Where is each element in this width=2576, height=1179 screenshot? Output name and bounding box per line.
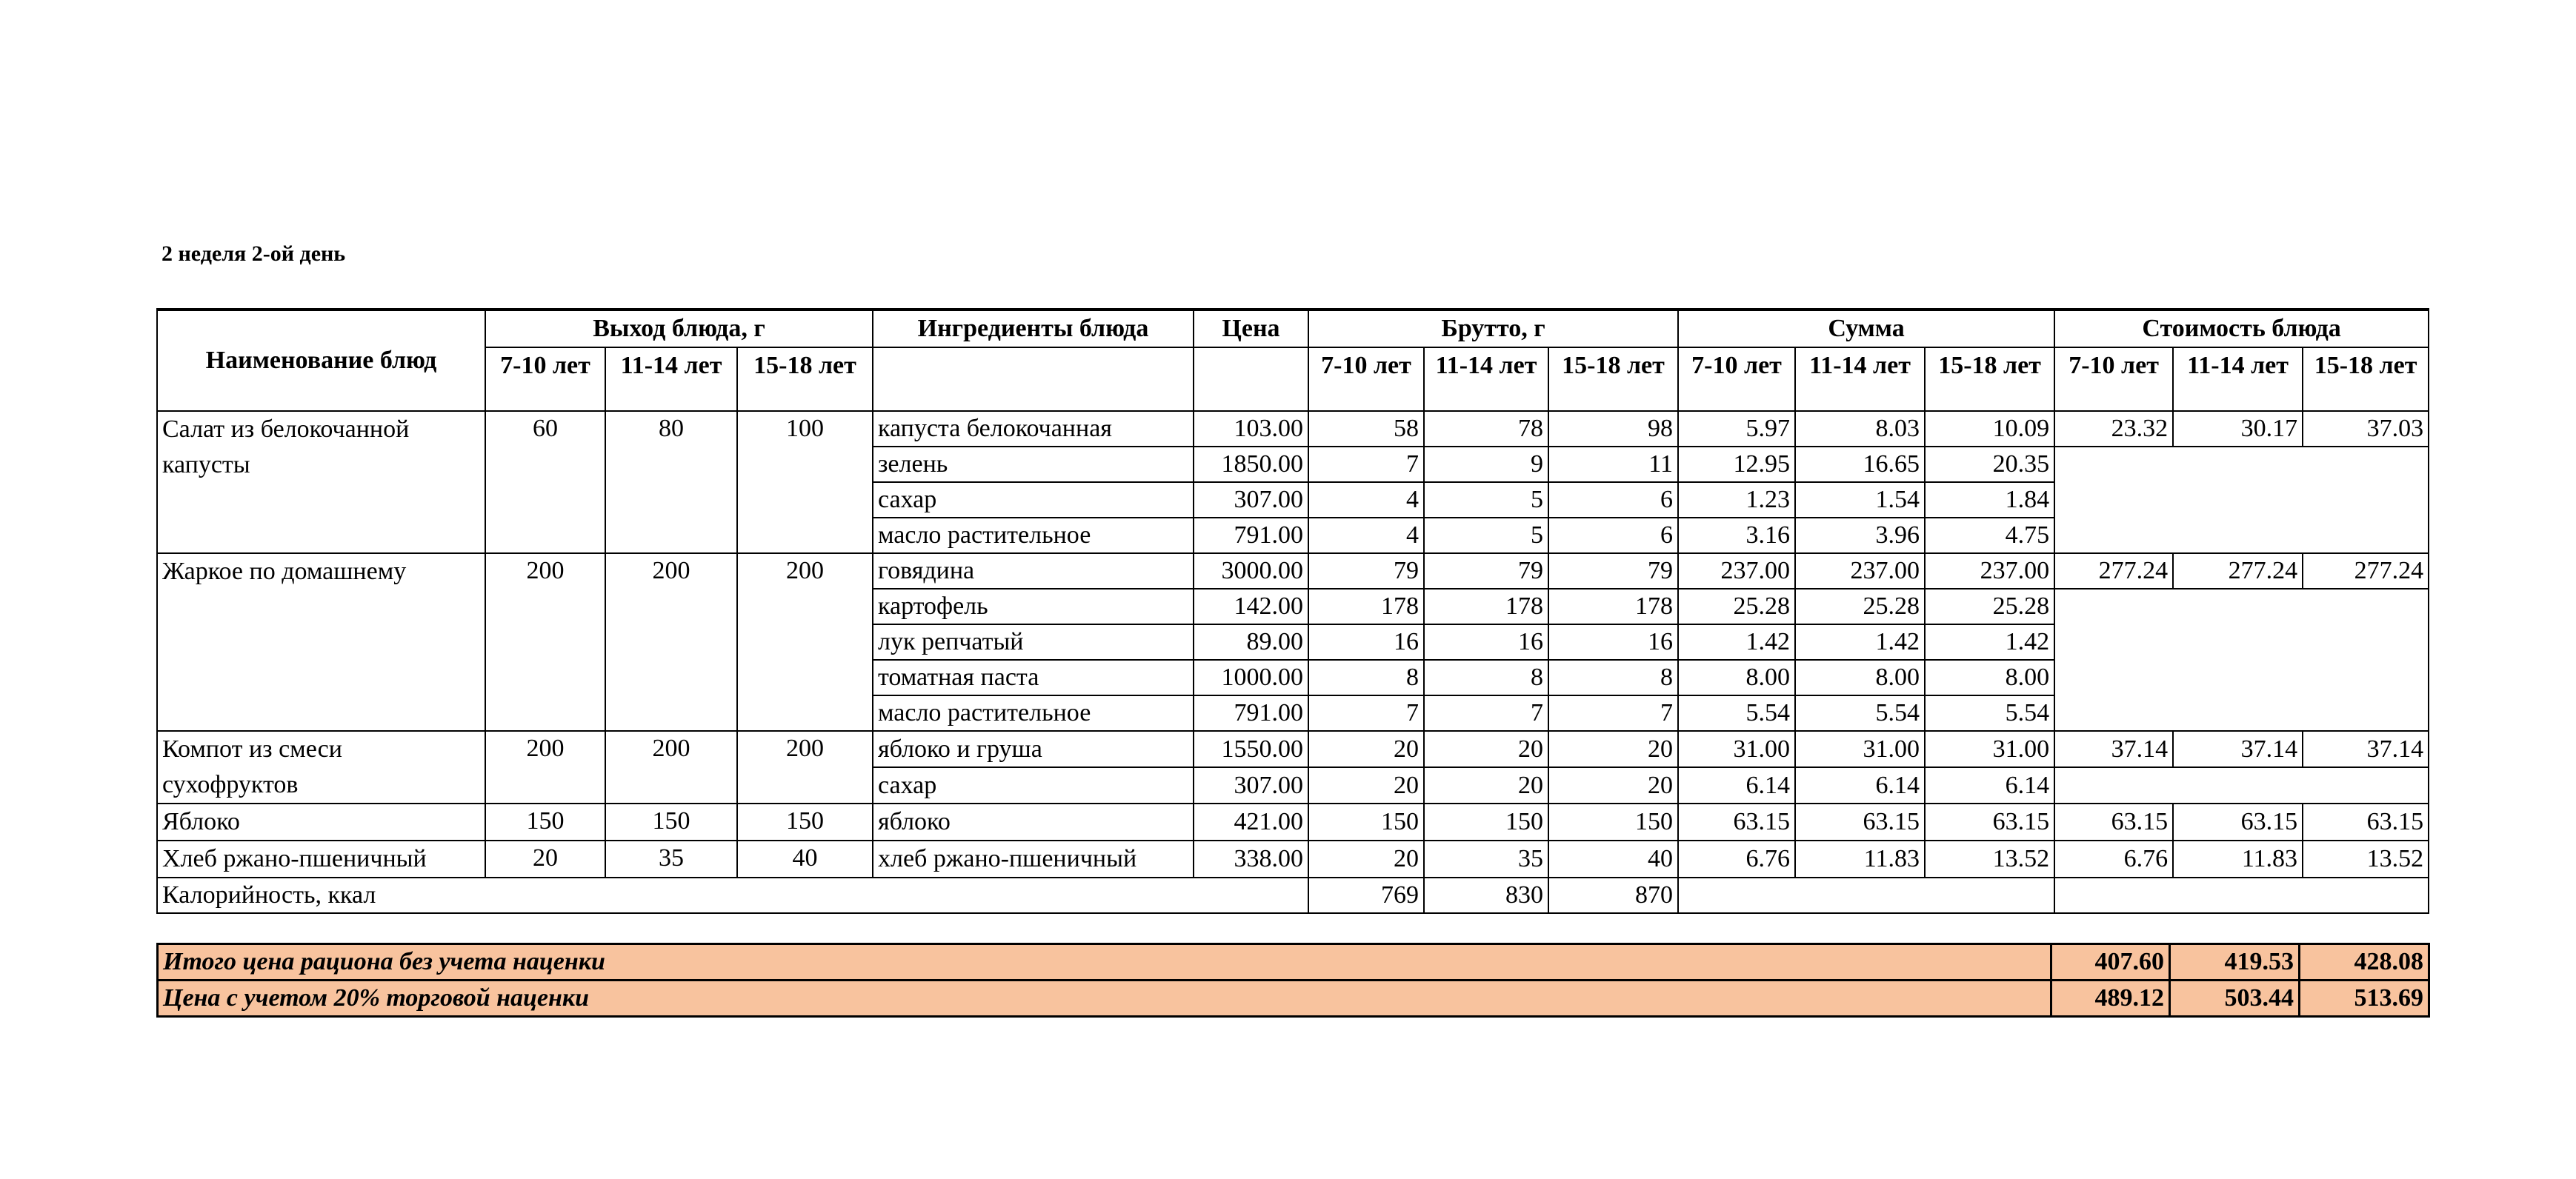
dish-yield: 200 <box>737 553 873 731</box>
dish-yield: 200 <box>605 731 737 804</box>
header-age: 15-18 лет <box>1925 347 2054 411</box>
ingredient-sum: 6.14 <box>1678 767 1795 804</box>
ingredient-sum: 63.15 <box>1795 804 1925 841</box>
ingredient-name: сахар <box>873 767 1194 804</box>
ingredient-brutto: 20 <box>1548 731 1678 767</box>
ingredient-brutto: 7 <box>1548 695 1678 731</box>
dish-cost: 277.24 <box>2173 553 2303 589</box>
ingredient-sum: 4.75 <box>1925 518 2054 553</box>
ingredient-brutto: 5 <box>1424 518 1548 553</box>
total-value: 407.60 <box>2051 944 2170 981</box>
ingredient-sum: 8.00 <box>1795 660 1925 695</box>
header-blank <box>1194 347 1308 411</box>
dish-yield: 20 <box>485 841 605 878</box>
menu-body <box>157 411 2429 878</box>
dish-cost: 30.17 <box>2173 411 2303 447</box>
ingredient-name: зелень <box>873 447 1194 482</box>
dish-cost: 277.24 <box>2054 553 2173 589</box>
header-age: 7-10 лет <box>1308 347 1424 411</box>
dish-yield: 40 <box>737 841 873 878</box>
ingredient-sum: 1.23 <box>1678 482 1795 518</box>
ingredient-price: 307.00 <box>1194 767 1308 804</box>
ingredient-price: 791.00 <box>1194 695 1308 731</box>
header-age: 7-10 лет <box>1678 347 1795 411</box>
ingredient-sum: 8.00 <box>1925 660 2054 695</box>
ingredient-sum: 25.28 <box>1678 589 1795 624</box>
ingredient-sum: 25.28 <box>1795 589 1925 624</box>
ingredient-sum: 1.42 <box>1925 624 2054 660</box>
ingredient-brutto: 8 <box>1548 660 1678 695</box>
ingredient-brutto: 150 <box>1548 804 1678 841</box>
ingredient-name: яблоко <box>873 804 1194 841</box>
ingredient-sum: 8.03 <box>1795 411 1925 447</box>
ingredient-sum: 3.96 <box>1795 518 1925 553</box>
ingredient-name: картофель <box>873 589 1194 624</box>
header-age: 15-18 лет <box>1548 347 1678 411</box>
ingredient-brutto: 58 <box>1308 411 1424 447</box>
ingredient-price: 307.00 <box>1194 482 1308 518</box>
ingredient-price: 89.00 <box>1194 624 1308 660</box>
dish-row <box>157 411 2429 447</box>
ingredient-brutto: 6 <box>1548 482 1678 518</box>
dish-cost: 277.24 <box>2303 553 2429 589</box>
ingredient-brutto: 20 <box>1308 841 1424 878</box>
header-age: 11-14 лет <box>1795 347 1925 411</box>
total-value: 513.69 <box>2300 981 2429 1017</box>
ingredient-brutto: 11 <box>1548 447 1678 482</box>
total-value: 503.44 <box>2170 981 2300 1017</box>
ingredient-brutto: 8 <box>1424 660 1548 695</box>
ingredient-sum: 11.83 <box>1795 841 1925 878</box>
ingredient-name: говядина <box>873 553 1194 589</box>
dish-cost: 37.03 <box>2303 411 2429 447</box>
ingredient-price: 421.00 <box>1194 804 1308 841</box>
ingredient-brutto: 16 <box>1308 624 1424 660</box>
ingredient-sum: 1.42 <box>1795 624 1925 660</box>
ingredient-sum: 5.54 <box>1795 695 1925 731</box>
ingredient-price: 791.00 <box>1194 518 1308 553</box>
header-age: 11-14 лет <box>605 347 737 411</box>
ingredient-brutto: 20 <box>1424 767 1548 804</box>
dish-name: Жаркое по домашнему <box>157 553 485 731</box>
ingredient-sum: 10.09 <box>1925 411 2054 447</box>
total-label: Итого цена рациона без учета наценки <box>158 944 2051 981</box>
ingredient-name: сахар <box>873 482 1194 518</box>
ingredient-brutto: 35 <box>1424 841 1548 878</box>
calories-value: 769 <box>1308 878 1424 913</box>
dish-name: Яблоко <box>157 804 485 841</box>
page-title: 2 неделя 2-ой день <box>162 241 346 266</box>
ingredient-sum: 63.15 <box>1925 804 2054 841</box>
header-blank <box>873 347 1194 411</box>
ingredient-brutto: 20 <box>1308 767 1424 804</box>
ingredient-brutto: 8 <box>1308 660 1424 695</box>
header-yield: Выход блюда, г <box>485 310 873 347</box>
totals-table <box>156 943 2430 1018</box>
ingredient-sum: 20.35 <box>1925 447 2054 482</box>
ingredient-sum: 25.28 <box>1925 589 2054 624</box>
ingredient-brutto: 79 <box>1548 553 1678 589</box>
header-ingredients: Ингредиенты блюда <box>873 310 1194 347</box>
ingredient-name: масло растительное <box>873 695 1194 731</box>
ingredient-sum: 6.14 <box>1795 767 1925 804</box>
ingredient-brutto: 20 <box>1308 731 1424 767</box>
ingredient-sum: 8.00 <box>1678 660 1795 695</box>
header-cost: Стоимость блюда <box>2054 310 2429 347</box>
ingredient-sum: 13.52 <box>1925 841 2054 878</box>
ingredient-brutto: 7 <box>1308 447 1424 482</box>
ingredient-name: хлеб ржано-пшеничный <box>873 841 1194 878</box>
header-age: 15-18 лет <box>737 347 873 411</box>
ingredient-price: 338.00 <box>1194 841 1308 878</box>
ingredient-sum: 3.16 <box>1678 518 1795 553</box>
dish-yield: 100 <box>737 411 873 553</box>
ingredient-brutto: 98 <box>1548 411 1678 447</box>
ingredient-sum: 1.54 <box>1795 482 1925 518</box>
ingredient-name: томатная паста <box>873 660 1194 695</box>
ingredient-name: лук репчатый <box>873 624 1194 660</box>
header-age: 11-14 лет <box>1424 347 1548 411</box>
dish-cost: 6.76 <box>2054 841 2173 878</box>
ingredient-sum: 237.00 <box>1925 553 2054 589</box>
header-age: 11-14 лет <box>2173 347 2303 411</box>
ingredient-brutto: 16 <box>1424 624 1548 660</box>
dish-yield: 80 <box>605 411 737 553</box>
dish-yield: 35 <box>605 841 737 878</box>
ingredient-sum: 6.76 <box>1678 841 1795 878</box>
ingredient-sum: 5.54 <box>1678 695 1795 731</box>
total-value: 419.53 <box>2170 944 2300 981</box>
ingredient-sum: 63.15 <box>1678 804 1795 841</box>
ingredient-sum: 12.95 <box>1678 447 1795 482</box>
ingredient-brutto: 6 <box>1548 518 1678 553</box>
ingredient-sum: 6.14 <box>1925 767 2054 804</box>
ingredient-brutto: 178 <box>1308 589 1424 624</box>
ingredient-sum: 31.00 <box>1795 731 1925 767</box>
dish-cost: 63.15 <box>2303 804 2429 841</box>
dish-name: Компот из смеси сухофруктов <box>157 731 485 804</box>
ingredient-sum: 1.84 <box>1925 482 2054 518</box>
ingredient-sum: 237.00 <box>1678 553 1795 589</box>
header-sum: Сумма <box>1678 310 2054 347</box>
ingredient-brutto: 7 <box>1424 695 1548 731</box>
ingredient-brutto: 79 <box>1424 553 1548 589</box>
ingredient-price: 103.00 <box>1194 411 1308 447</box>
ingredient-brutto: 78 <box>1424 411 1548 447</box>
dish-row <box>157 731 2429 767</box>
ingredient-sum: 5.97 <box>1678 411 1795 447</box>
dish-cost: 37.14 <box>2303 731 2429 767</box>
calories-blank <box>2054 878 2429 913</box>
ingredient-brutto: 20 <box>1548 767 1678 804</box>
ingredient-brutto: 150 <box>1424 804 1548 841</box>
dish-row <box>157 841 2429 878</box>
ingredient-sum: 237.00 <box>1795 553 1925 589</box>
header-age: 15-18 лет <box>2303 347 2429 411</box>
calories-value: 870 <box>1548 878 1678 913</box>
dish-yield: 150 <box>485 804 605 841</box>
ingredient-sum: 31.00 <box>1678 731 1795 767</box>
dish-row <box>157 804 2429 841</box>
ingredient-brutto: 7 <box>1308 695 1424 731</box>
ingredient-price: 1850.00 <box>1194 447 1308 482</box>
dish-cost: 37.14 <box>2054 731 2173 767</box>
calories-value: 830 <box>1424 878 1548 913</box>
dish-cost: 63.15 <box>2173 804 2303 841</box>
calories-label: Калорийность, ккал <box>157 878 1308 913</box>
dish-cost: 37.14 <box>2173 731 2303 767</box>
dish-cost: 11.83 <box>2173 841 2303 878</box>
ingredient-brutto: 79 <box>1308 553 1424 589</box>
dish-cost-blank <box>2054 447 2429 553</box>
calories-row <box>157 878 2429 913</box>
ingredient-brutto: 150 <box>1308 804 1424 841</box>
dish-yield: 200 <box>605 553 737 731</box>
ingredient-brutto: 4 <box>1308 518 1424 553</box>
ingredient-price: 3000.00 <box>1194 553 1308 589</box>
dish-cost-blank <box>2054 767 2429 804</box>
ingredient-name: капуста белокочанная <box>873 411 1194 447</box>
ingredient-name: яблоко и груша <box>873 731 1194 767</box>
ingredient-brutto: 16 <box>1548 624 1678 660</box>
dish-name: Салат из белокочанной капусты <box>157 411 485 553</box>
totals-row <box>158 981 2429 1017</box>
total-label: Цена с учетом 20% торговой наценки <box>158 981 2051 1017</box>
dish-yield: 150 <box>605 804 737 841</box>
ingredient-brutto: 4 <box>1308 482 1424 518</box>
total-value: 489.12 <box>2051 981 2170 1017</box>
dish-cost: 23.32 <box>2054 411 2173 447</box>
dish-yield: 60 <box>485 411 605 553</box>
ingredient-price: 1550.00 <box>1194 731 1308 767</box>
dish-cost: 63.15 <box>2054 804 2173 841</box>
ingredient-brutto: 178 <box>1548 589 1678 624</box>
header-brutto: Брутто, г <box>1308 310 1678 347</box>
ingredient-sum: 31.00 <box>1925 731 2054 767</box>
header-age: 7-10 лет <box>485 347 605 411</box>
header-dish-name: Наименование блюд <box>157 310 485 411</box>
header-age: 7-10 лет <box>2054 347 2173 411</box>
ingredient-sum: 16.65 <box>1795 447 1925 482</box>
dish-yield: 150 <box>737 804 873 841</box>
ingredient-name: масло растительное <box>873 518 1194 553</box>
ingredient-brutto: 9 <box>1424 447 1548 482</box>
dish-cost: 13.52 <box>2303 841 2429 878</box>
dish-yield: 200 <box>737 731 873 804</box>
calories-blank <box>1678 878 2054 913</box>
dish-yield: 200 <box>485 731 605 804</box>
ingredient-sum: 1.42 <box>1678 624 1795 660</box>
ingredient-brutto: 178 <box>1424 589 1548 624</box>
totals-row <box>158 944 2429 981</box>
menu-table <box>156 308 2429 914</box>
ingredient-brutto: 5 <box>1424 482 1548 518</box>
dish-row <box>157 553 2429 589</box>
dish-name: Хлеб ржано-пшеничный <box>157 841 485 878</box>
dish-yield: 200 <box>485 553 605 731</box>
ingredient-price: 142.00 <box>1194 589 1308 624</box>
ingredient-price: 1000.00 <box>1194 660 1308 695</box>
ingredient-sum: 5.54 <box>1925 695 2054 731</box>
ingredient-brutto: 20 <box>1424 731 1548 767</box>
header-price: Цена <box>1194 310 1308 347</box>
total-value: 428.08 <box>2300 944 2429 981</box>
ingredient-brutto: 40 <box>1548 841 1678 878</box>
dish-cost-blank <box>2054 589 2429 731</box>
